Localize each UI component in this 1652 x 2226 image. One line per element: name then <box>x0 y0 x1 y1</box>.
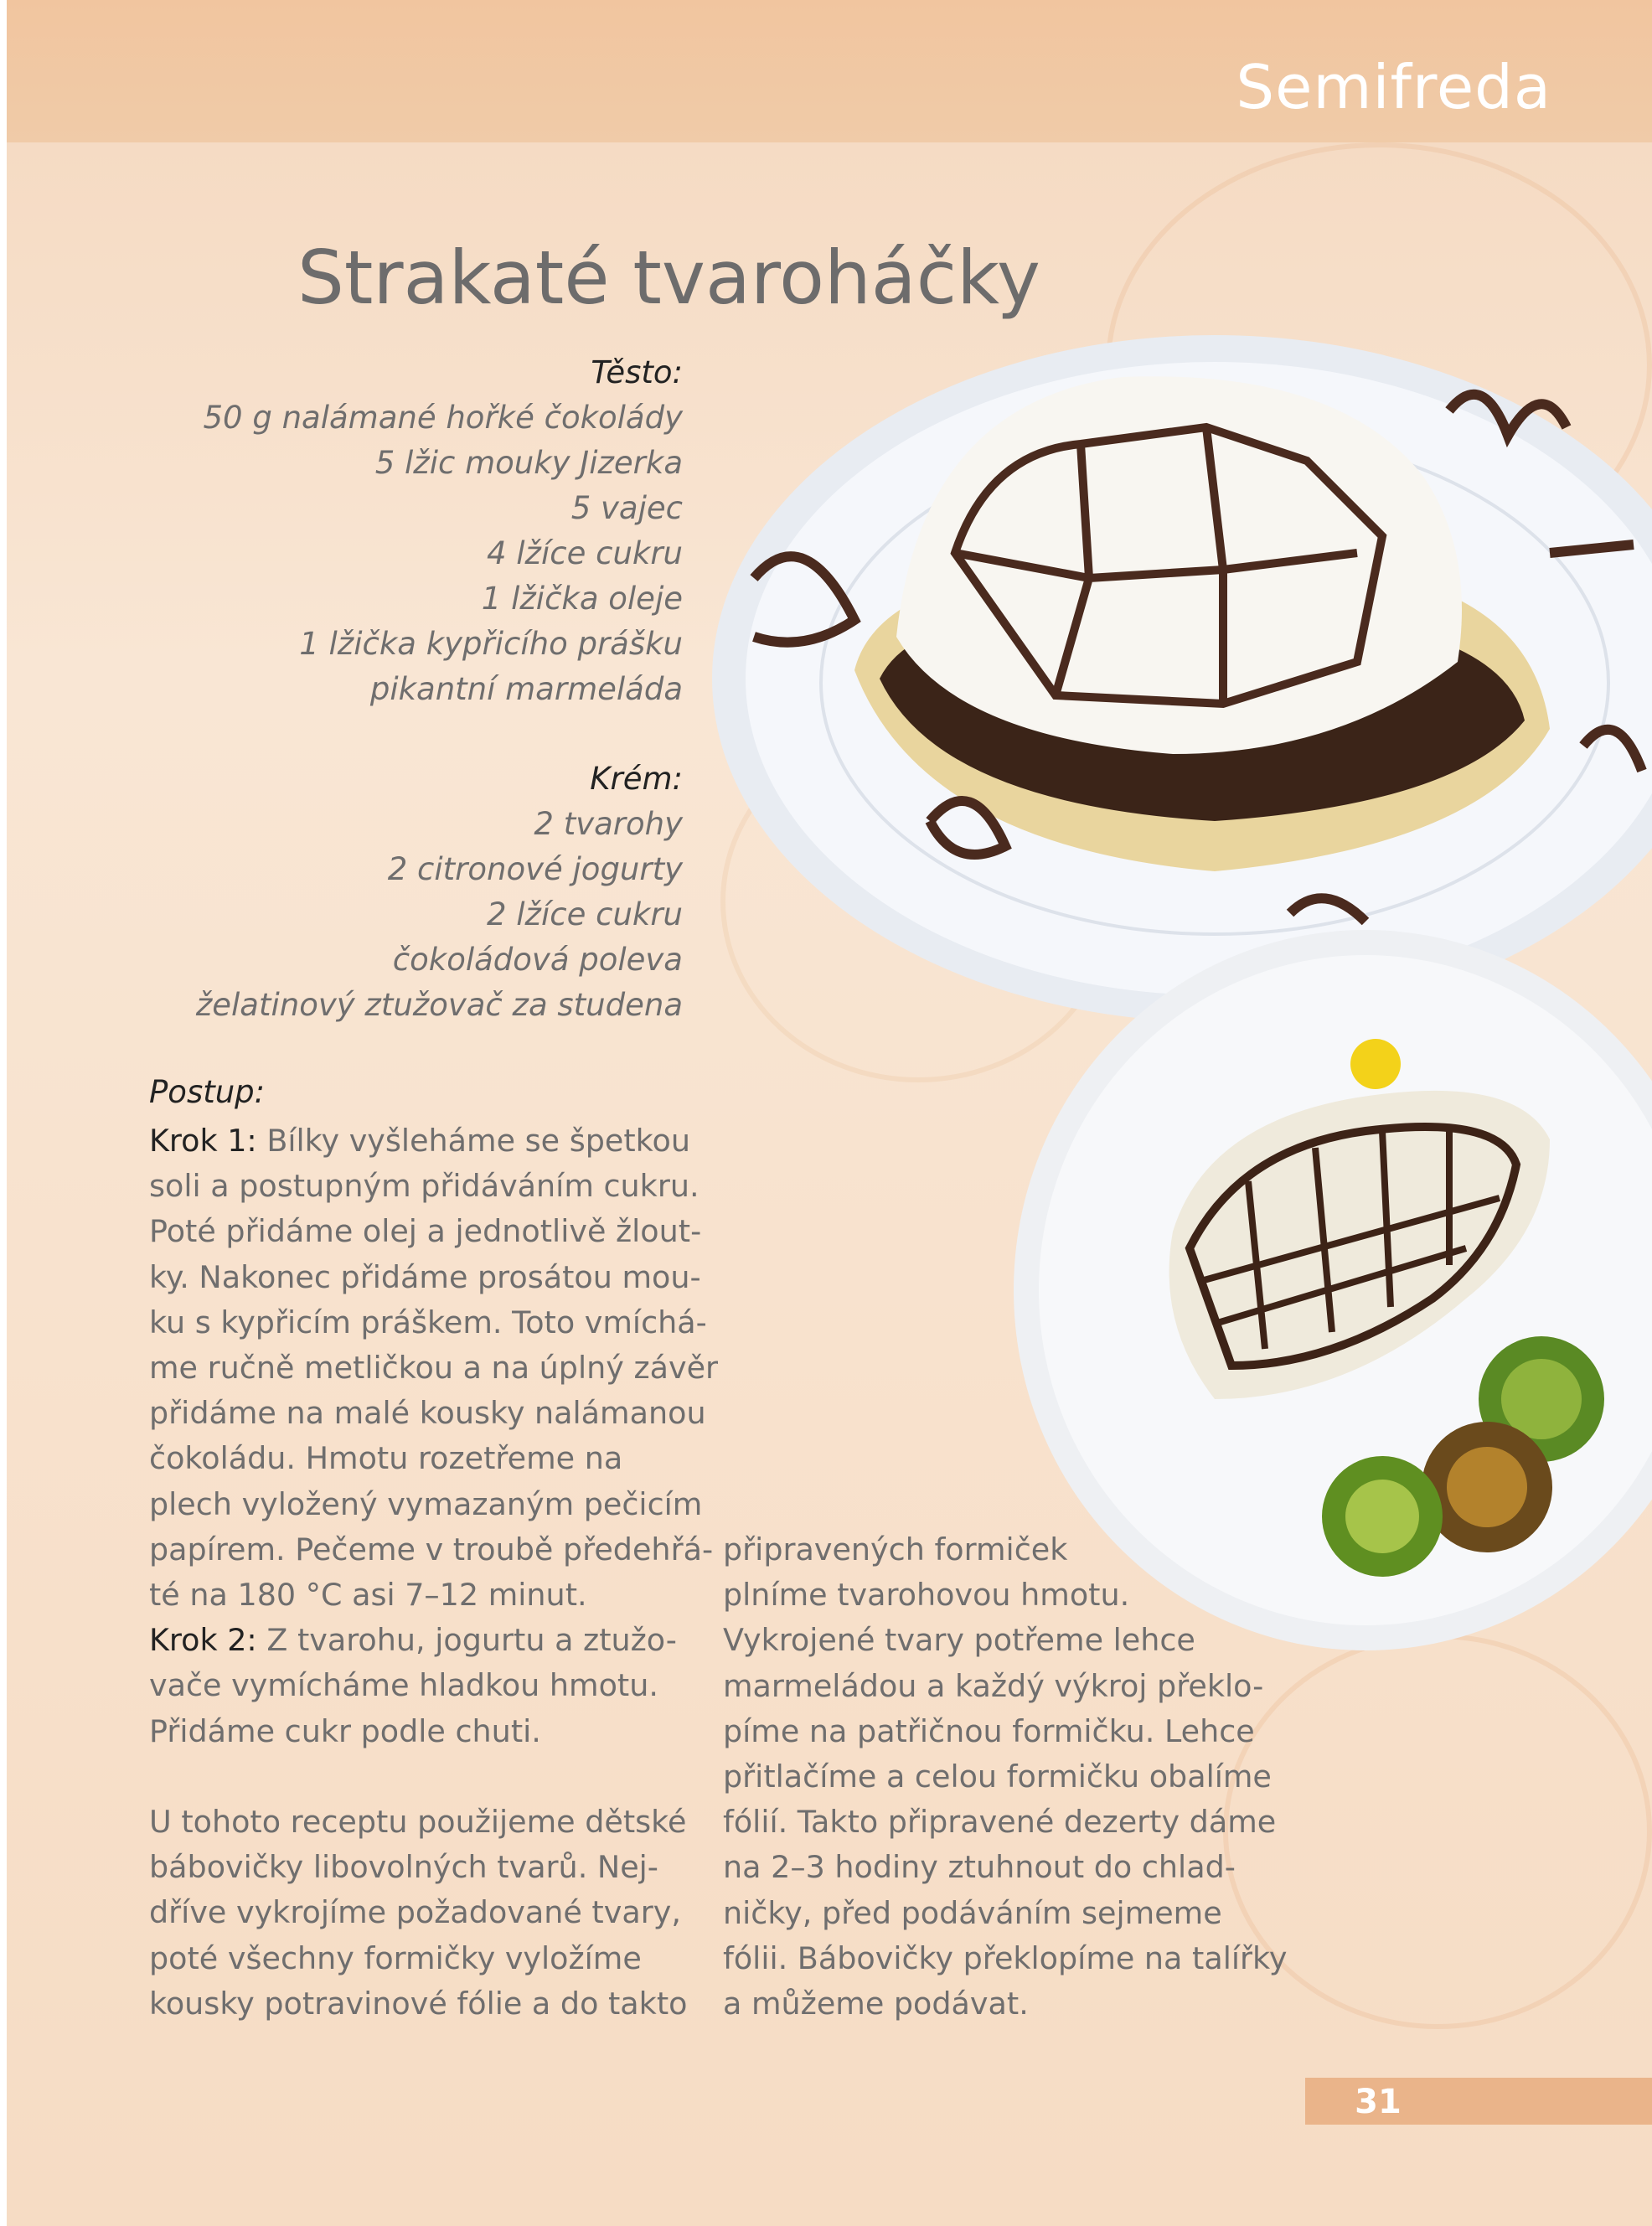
method-text: Z tvarohu, jogurtu a ztužo- <box>266 1622 677 1659</box>
method-line: připravených formiček <box>723 1531 1068 1567</box>
method-line: vače vymícháme hladkou hmotu. <box>149 1667 658 1704</box>
ingredient-item: 2 lžíce cukru <box>486 896 683 932</box>
method-label: Postup: <box>149 1074 266 1110</box>
ingredient-item: pikantní marmeláda <box>369 671 683 707</box>
method-line: čokoládu. Hmotu rozetřeme na <box>149 1440 623 1477</box>
method-line <box>149 1118 718 1164</box>
method-line: ničky, před podáváním sejmeme <box>723 1894 1222 1931</box>
method-column-left <box>149 1118 718 2027</box>
method-line: bábovičky libovolných tvarů. Nej- <box>149 1849 658 1886</box>
method-line: plníme tvarohovou hmotu. <box>723 1577 1130 1614</box>
step-2-label: Krok 2: <box>149 1622 257 1659</box>
page-number: 31 <box>1355 2083 1402 2121</box>
dough-ingredients <box>126 350 683 712</box>
cream-ingredients <box>126 757 683 1028</box>
ingredient-item: 50 g nalámané hořké čokolády <box>203 400 683 436</box>
ingredient-item: 5 lžic mouky Jizerka <box>374 445 683 481</box>
method-line: dříve vykrojíme požadované tvary, <box>149 1894 681 1931</box>
method-line: kousky potravinové fólie a do takto <box>149 1985 688 2022</box>
method-line: té na 180 °C asi 7–12 minut. <box>149 1577 587 1614</box>
method-line: přidáme na malé kousky nalámanou <box>149 1395 706 1432</box>
method-line: Přidáme cukr podle chuti. <box>149 1712 541 1749</box>
section-title: Semifreda <box>1236 52 1551 122</box>
method-line: přitlačíme a celou formičku obalíme <box>723 1759 1272 1795</box>
method-line: fólií. Takto připravené dezerty dáme <box>723 1804 1277 1841</box>
method-line: Poté přidáme olej a jednotlivě žlout- <box>149 1213 702 1250</box>
method-line: me ručně metličkou a na úplný závěr <box>149 1350 719 1387</box>
method-line: plech vyložený vymazaným pečicím <box>149 1485 703 1522</box>
ingredient-item: 1 lžička kypřicího prášku <box>299 626 683 662</box>
ingredient-item: 1 lžička oleje <box>481 581 683 617</box>
ingredient-item: želatinový ztužovač za studena <box>195 987 683 1023</box>
method-line: Vykrojené tvary potřeme lehce <box>723 1622 1195 1659</box>
method-line: ky. Nakonec přidáme prosátou mou- <box>149 1258 701 1295</box>
ingredient-item: 2 tvarohy <box>534 806 683 842</box>
step-1-label: Krok 1: <box>149 1123 257 1159</box>
ingredient-item: 5 vajec <box>570 490 683 526</box>
page-edge <box>0 0 7 2226</box>
method-text: Bílky vyšleháme se špetkou <box>266 1123 690 1159</box>
dough-heading: Těsto: <box>591 354 683 390</box>
method-line: fólii. Bábovičky překlopíme na talířky <box>723 1939 1288 1976</box>
ingredient-item: 2 citronové jogurty <box>387 851 683 887</box>
method-line: píme na patřičnou formičku. Lehce <box>723 1712 1255 1749</box>
method-line: a můžeme podávat. <box>723 1986 1029 2022</box>
method-line: U tohoto receptu použijeme dětské <box>149 1804 687 1841</box>
background-ornament <box>1223 1634 1652 2029</box>
ingredient-item: 4 lžíce cukru <box>486 535 683 571</box>
turtle-dessert-photo <box>704 302 1652 1030</box>
recipe-title: Strakaté tvaroháčky <box>297 235 1041 321</box>
method-line: marmeládou a každý výkroj překlo- <box>723 1667 1264 1704</box>
method-line: ku s kypřicím práškem. Toto vmíchá- <box>149 1304 707 1340</box>
method-column-right <box>723 1527 1287 2027</box>
method-line: papírem. Pečeme v troubě předehřá- <box>149 1531 714 1567</box>
method-line: na 2–3 hodiny ztuhnout do chlad- <box>723 1849 1236 1886</box>
cream-heading: Krém: <box>590 761 683 797</box>
ingredient-item: čokoládová poleva <box>392 942 683 978</box>
method-line <box>149 1754 718 1800</box>
method-line: poté všechny formičky vyložíme <box>149 1939 642 1976</box>
method-line <box>149 1618 718 1663</box>
method-line: soli a postupným přidáváním cukru. <box>149 1168 700 1205</box>
